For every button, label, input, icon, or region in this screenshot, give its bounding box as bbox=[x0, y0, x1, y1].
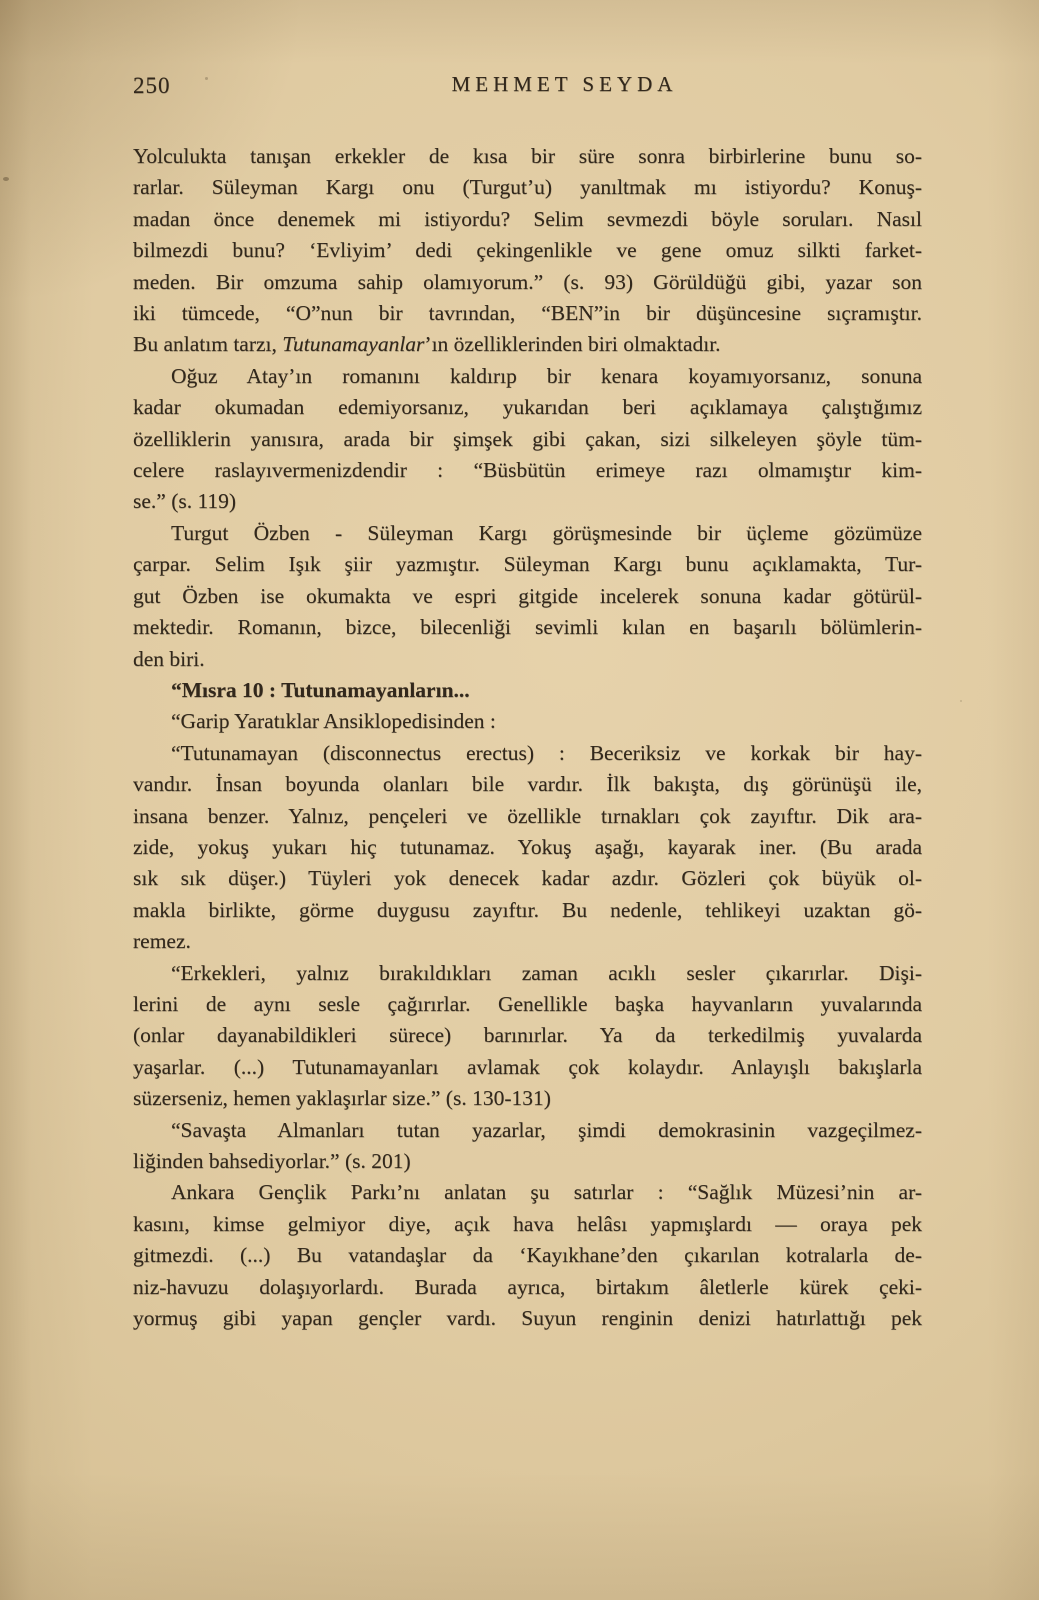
book-title-italic: Tutunamayanlar bbox=[282, 332, 425, 357]
text-line: “Savaşta Almanları tutan yazarlar, şimdi demokrasinin vazgeçilmez- bbox=[171, 1117, 922, 1142]
text-line: den biri. bbox=[133, 646, 205, 671]
text-line: özelliklerin yanısıra, arada bir şimşek gibi çakan, sizi silkeleyen şöyle tüm- bbox=[133, 426, 922, 451]
text-segment: ’ın özelliklerinden biri olmaktadır. bbox=[424, 332, 721, 357]
text-line: “Tutunamayan (disconnectus erectus) : Beceriksiz ve korkak bir hay- bbox=[171, 740, 922, 765]
text-line: yormuş gibi yapan gençler vardı. Suyun renginin denizi hatırlattığı pek bbox=[133, 1306, 922, 1331]
paragraph bbox=[133, 706, 922, 737]
text-line: Ankara Gençlik Parkı’nı anlatan şu satırlar : “Sağlık Müzesi’nin ar- bbox=[171, 1180, 922, 1205]
text-line: (onlar dayanabildikleri sürece) barınırlar. Ya da terkedilmiş yuvalarda bbox=[133, 1023, 922, 1048]
text-line bbox=[133, 329, 922, 360]
paragraph bbox=[133, 1177, 922, 1334]
text-line: celere raslayıvermenizdendir : “Büsbütün erimeye razı olmamıştır kim- bbox=[133, 458, 922, 483]
page-number: 250 bbox=[133, 73, 171, 98]
text-line: lerini de aynı sesle çağırırlar. Genellikle başka hayvanların yuvalarında bbox=[133, 991, 922, 1016]
text-line: yaşarlar. (...) Tutunamayanları avlamak çok kolaydır. Anlayışlı bakışlarla bbox=[133, 1054, 922, 1079]
text-line: süzerseniz, hemen yaklaşırlar size.” (s. 130-131) bbox=[133, 1086, 551, 1111]
paragraph bbox=[133, 675, 922, 706]
text-line: Yolculukta tanışan erkekler de kısa bir süre sonra birbirlerine bunu so- bbox=[133, 144, 922, 168]
text-line: mektedir. Romanın, bizce, bilecenliği sevimli kılan en başarılı bölümlerin- bbox=[133, 615, 922, 640]
paper-speck bbox=[3, 177, 9, 181]
text-line: remez. bbox=[133, 929, 191, 954]
paragraph bbox=[133, 518, 922, 675]
text-line: insana benzer. Yalnız, pençeleri ve özellikle tırnakları çok zayıftır. Dik ara- bbox=[133, 803, 922, 828]
text-line: liğinden bahsediyorlar.” (s. 201) bbox=[133, 1149, 411, 1173]
paragraph bbox=[133, 141, 922, 361]
text-line: kadar okumadan edemiyorsanız, yukarıdan beri açıklamaya çalıştığımız bbox=[133, 395, 922, 420]
text-line: rarlar. Süleyman Kargı onu (Turgut’u) yanıltmak mı istiyordu? Konuş- bbox=[133, 175, 922, 200]
text-line: zide, yokuş yukarı hiç tutunamaz. Yokuş aşağı, kayarak iner. (Bu arada bbox=[133, 834, 922, 859]
text-line: gut Özben ise okumakta ve espri gitgide incelerek sonuna kadar götürül- bbox=[133, 583, 922, 608]
paragraph bbox=[133, 958, 922, 1115]
page-body bbox=[133, 141, 922, 1334]
text-line: kasını, kimse gelmiyor diye, açık hava helâsı yapmışlardı — oraya pek bbox=[133, 1211, 922, 1236]
text-line: Turgut Özben - Süleyman Kargı görüşmesinde bir üçleme gözümüze bbox=[171, 520, 922, 545]
text-line: bilmezdi bunu? ‘Evliyim’ dedi çekingenlikle ve gene omuz silkti farket- bbox=[133, 238, 922, 263]
running-title: MEHMET SEYDA bbox=[451, 72, 678, 96]
text-segment: Bu anlatım tarzı, bbox=[133, 332, 283, 357]
text-line: vandır. İnsan boyunda olanları bile vardır. İlk bakışta, dış görünüşü ile, bbox=[133, 772, 922, 797]
text-line: niz-havuzu dolaşıyorlardı. Burada ayrıca, birtakım âletlerle kürek çeki- bbox=[133, 1274, 922, 1299]
text-line: sık sık düşer.) Tüyleri yok denecek kadar azdır. Gözleri çok büyük ol- bbox=[133, 866, 922, 891]
text-line: gitmezdi. (...) Bu vatandaşlar da ‘Kayıkhane’den çıkarılan kotralarla de- bbox=[133, 1243, 922, 1268]
text-line: “Erkekleri, yalnız bırakıldıkları zaman acıklı sesler çıkarırlar. Dişi- bbox=[171, 960, 922, 985]
text-line: “Mısra 10 : Tutunamayanların... bbox=[171, 677, 470, 702]
paper-speck bbox=[205, 77, 208, 80]
paper-speck bbox=[960, 700, 962, 702]
text-line: çarpar. Selim Işık şiir yazmıştır. Süleyman Kargı bunu açıklamakta, Tur- bbox=[133, 552, 922, 577]
paragraph bbox=[133, 361, 922, 518]
page-header bbox=[133, 72, 922, 102]
text-line: madan önce denemek mi istiyordu? Selim sevmezdi böyle soruları. Nasıl bbox=[133, 206, 922, 231]
text-line: se.” (s. 119) bbox=[133, 489, 237, 514]
text-line: Oğuz Atay’ın romanını kaldırıp bir kenara koyamıyorsanız, sonuna bbox=[171, 363, 922, 388]
text-line: “Garip Yaratıklar Ansiklopedisinden : bbox=[171, 709, 496, 734]
text-line: iki tümcede, “O”nun bir tavrından, “BEN”in bir düşüncesine sıçramıştır. bbox=[133, 301, 922, 326]
text-line: meden. Bir omzuma sahip olamıyorum.” (s. 93) Görüldüğü gibi, yazar son bbox=[133, 269, 922, 294]
paragraph bbox=[133, 1115, 922, 1178]
text-line: makla birlikte, görme duygusu zayıftır. Bu nedenle, tehlikeyi uzaktan gö- bbox=[133, 897, 922, 922]
paragraph bbox=[133, 738, 922, 958]
